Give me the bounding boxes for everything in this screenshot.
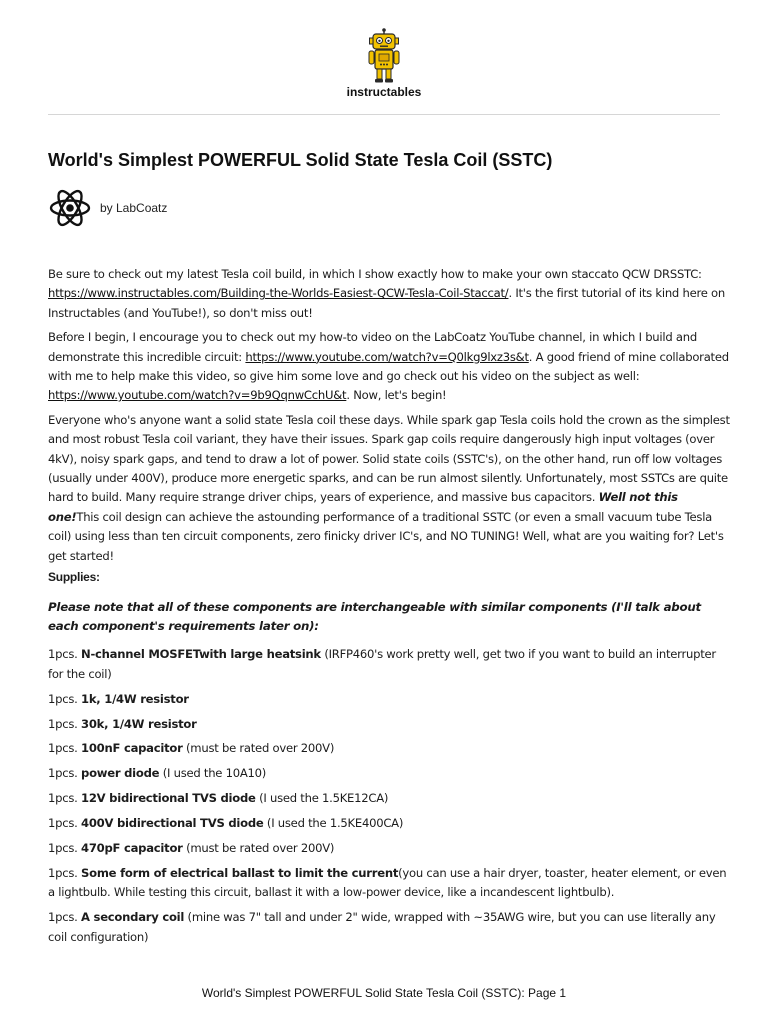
- youtube-video-link[interactable]: https://www.youtube.com/watch?v=Q0lkg9lxz3s&t: [245, 349, 529, 364]
- intro-paragraph-2: Before I begin, I encourage you to check out my how-to video on the LabCoatz YouTube channel, in which I build and demonstrate this incredible circuit: https://www.youtube.com/watch?v=Q0lkg9lxz3s&t. A good friend of mine collaborated with me to help make this video, so give him some love and go check out his video on the subject as well: https://www.youtube.com/watch?v=9b9QqnwCchU&t. Now, let's begin!: [48, 330, 729, 403]
- author-name[interactable]: by LabCoatz: [100, 201, 168, 215]
- supplies-heading: Supplies:: [48, 570, 100, 585]
- supply-item: 1pcs. 1k, 1/4W resistor: [48, 691, 189, 706]
- supply-item: 1pcs. 400V bidirectional TVS diode (I used the 1.5KE400CA): [48, 816, 404, 831]
- header-divider: [48, 114, 720, 115]
- supply-item: 1pcs. 100nF capacitor (must be rated over 200V): [48, 741, 335, 756]
- supply-item: 1pcs. power diode (I used the 10A10): [48, 766, 267, 781]
- intro-paragraph-3: Everyone who's anyone want a solid state Tesla coil these days. While spark gap Tesla coils hold the crown as the simplest and most robust Tesla coil variant, they have their issues. Spark gap coils require dangerously high input voltages (over 4kV), noisy spark gaps, and tend to draw a lot of power. Solid state coils (SSTC's), on the other hand, run off low voltages (usually under 400V), produce more energetic sparks, and can be run almost silently. Unfortunately, most SSTCs are quite hard to build. Many require strange driver chips, years of experience, and massive bus capacitors. Well not this one!This coil design can achieve the astounding performance of a traditional SSTC (or even a small vacuum tube Tesla coil) using less than ten circuit components, zero finicky driver IC's, and NO TUNING! Well, what are you waiting for? Let's get started!: [48, 412, 730, 563]
- page-title: World's Simplest POWERFUL Solid State Tesla Coil (SSTC): [48, 150, 553, 170]
- supply-item: 1pcs. N-channel MOSFETwith large heatsink (IRFP460's work pretty well, get two if you want to build an interrupter for the coil): [48, 647, 716, 681]
- atom-icon[interactable]: [48, 186, 92, 230]
- supply-item: 1pcs. 470pF capacitor (must be rated over 200V): [48, 841, 335, 856]
- supply-item: 1pcs. Some form of electrical ballast to limit the current(you can use a hair dryer, toaster, heater element, or even a lightbulb. While testing this circuit, ballast it with a low-power device, like a incandescent lightbulb).: [48, 865, 727, 900]
- supply-item: 1pcs. 12V bidirectional TVS diode (I used the 1.5KE12CA): [48, 791, 389, 806]
- intro-paragraph-1: Be sure to check out my latest Tesla coil build, in which I show exactly how to make your own staccato QCW DRSSTC: https://www.instructables.com/Building-the-Worlds-Easiest-QCW-Tesla-Coil-Staccat/. It's the first tutorial of its kind here on Instructables (and YouTube!), so don't miss out!: [48, 267, 725, 320]
- page-footer: World's Simplest POWERFUL Solid State Tesla Coil (SSTC): Page 1: [201, 986, 567, 1000]
- article-body: [48, 265, 732, 953]
- qcw-tutorial-link[interactable]: https://www.instructables.com/Building-the-Worlds-Easiest-QCW-Tesla-Coil-Staccat/: [48, 286, 509, 301]
- site-header: [0, 28, 768, 99]
- supply-item: 1pcs. A secondary coil (mine was 7" tall and under 2" wide, wrapped with ~35AWG wire, but you can use literally any coil configuration): [48, 910, 716, 944]
- supplies-note: Please note that all of these components are interchangeable with similar components (I'll talk about each component's requirements later on):: [48, 599, 701, 633]
- friend-video-link[interactable]: https://www.youtube.com/watch?v=9b9QqnwCchU&t: [48, 388, 347, 403]
- brand-name[interactable]: instructables: [346, 85, 422, 99]
- supply-item: 1pcs. 30k, 1/4W resistor: [48, 716, 197, 731]
- emphasis-text: Well not this one!: [48, 490, 678, 524]
- instructables-robot-logo[interactable]: [366, 28, 402, 84]
